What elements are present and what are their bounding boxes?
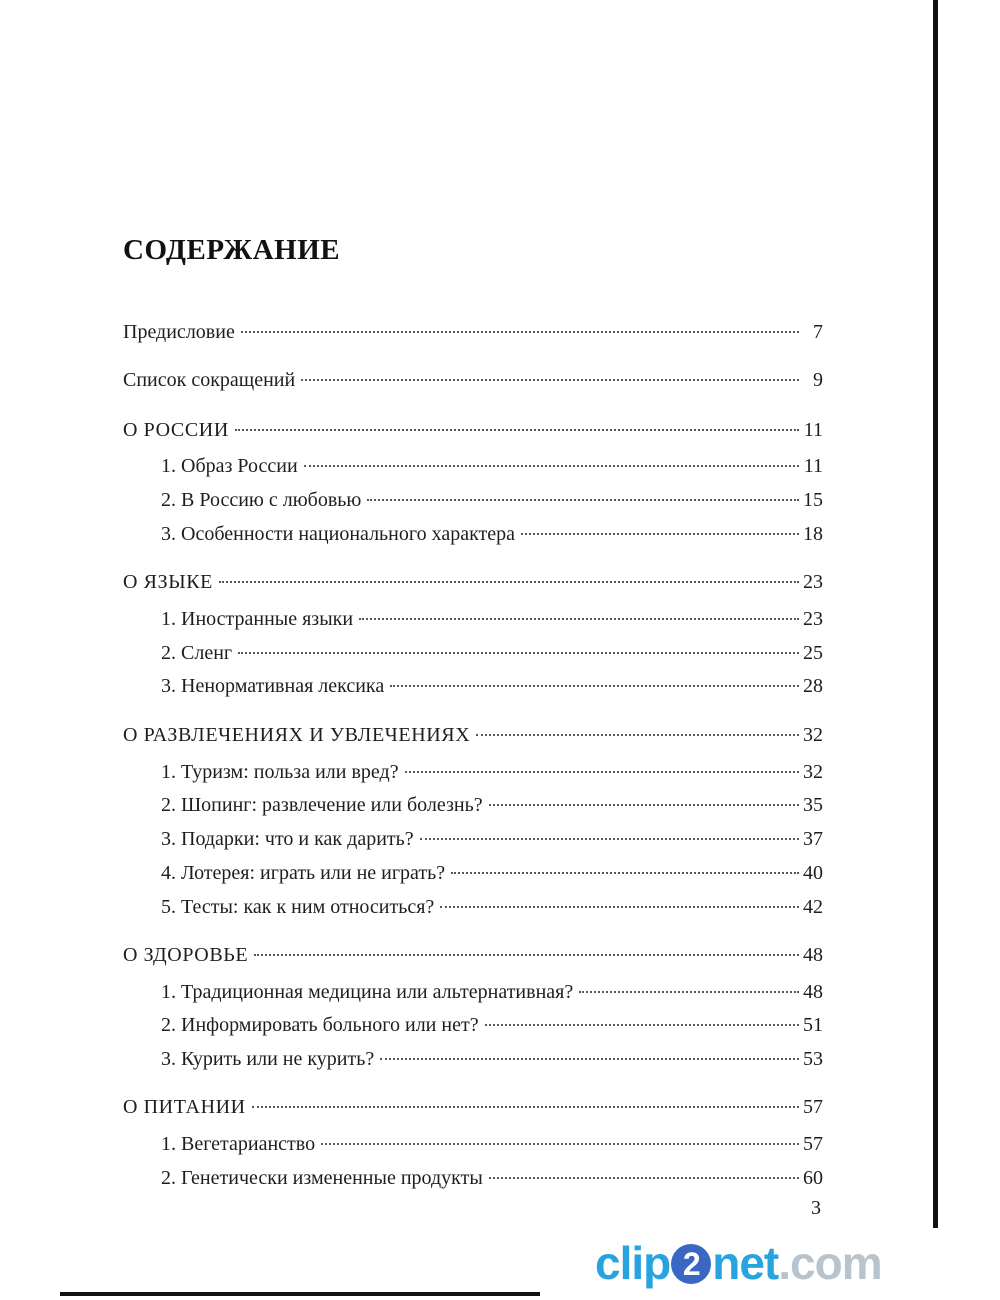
dot-leader (451, 872, 799, 874)
toc-section-label: О ЗДОРОВЬЕ (123, 944, 249, 966)
toc-entry-label: Предисловие (123, 321, 235, 343)
page-edge-rule (933, 0, 938, 1228)
dot-leader (489, 1177, 799, 1179)
toc-subentry-label: 2. Информировать больного или нет? (161, 1014, 479, 1036)
toc-section-nutrition (123, 1094, 823, 1120)
toc-subentry-page: 23 (803, 608, 823, 630)
watermark-part: clip (595, 1237, 671, 1289)
toc-subentry (161, 894, 823, 920)
toc-entry-label: Список сокращений (123, 369, 296, 391)
toc-subentry-label: 1. Вегетарианство (161, 1133, 316, 1155)
dot-leader (219, 581, 799, 583)
toc-subentry-page: 28 (803, 675, 823, 697)
toc-subentry (161, 487, 823, 513)
dot-leader (405, 771, 799, 773)
dot-leader (241, 331, 799, 333)
watermark-domain: .com (778, 1237, 882, 1289)
dot-leader (440, 906, 799, 908)
page-number: 3 (811, 1197, 821, 1219)
dot-leader (485, 1024, 799, 1026)
toc-entry-page: 9 (813, 369, 823, 391)
toc-entry-page: 7 (813, 321, 823, 343)
toc-subentry (161, 606, 823, 632)
toc-subentry-page: 25 (803, 642, 823, 664)
dot-leader (489, 804, 799, 806)
toc-subentry (161, 1165, 823, 1191)
page-bottom-rule (60, 1292, 540, 1296)
toc-entry-abbreviations (123, 367, 823, 393)
toc-subentry-label: 2. Сленг (161, 642, 233, 664)
toc-subentry-label: 1. Образ России (161, 455, 298, 477)
toc-subentry (161, 860, 823, 886)
toc-subentry-page: 53 (803, 1048, 823, 1070)
toc-section-language (123, 569, 823, 595)
toc-subentry-label: 3. Ненормативная лексика (161, 675, 385, 697)
dot-leader (420, 838, 799, 840)
toc-subentry-page: 32 (803, 761, 823, 783)
toc-subentry (161, 826, 823, 852)
dot-leader (321, 1143, 799, 1145)
toc-subentry-page: 42 (803, 896, 823, 918)
toc-subentry-page: 15 (803, 489, 823, 511)
dot-leader (521, 533, 799, 535)
dot-leader (367, 499, 799, 501)
dot-leader (252, 1106, 799, 1108)
toc-subentry-page: 51 (803, 1014, 823, 1036)
dot-leader (301, 379, 799, 381)
toc-section-russia (123, 417, 823, 443)
toc-section-page: 11 (803, 419, 823, 441)
toc-subentry-label: 3. Подарки: что и как дарить? (161, 828, 414, 850)
watermark-circle-two: 2 (671, 1244, 711, 1284)
clip2net-watermark (595, 1236, 882, 1290)
toc-section-label: О ЯЗЫКЕ (123, 571, 214, 593)
table-of-contents (123, 0, 823, 1230)
toc-subentry (161, 979, 823, 1005)
toc-subentry-label: 4. Лотерея: играть или не играть? (161, 862, 446, 884)
toc-subentry-page: 37 (803, 828, 823, 850)
toc-section-label: О РОССИИ (123, 419, 229, 441)
toc-section-page: 32 (803, 724, 823, 746)
dot-leader (579, 991, 799, 993)
toc-subentry-label: 2. В Россию с любовью (161, 489, 362, 511)
toc-entry-preface (123, 319, 823, 345)
toc-section-label: О ПИТАНИИ (123, 1096, 246, 1118)
toc-subentry-label: 3. Особенности национального характера (161, 523, 516, 545)
toc-subentry (161, 453, 823, 479)
toc-subentry (161, 759, 823, 785)
toc-subentry-label: 2. Шопинг: развлечение или болезнь? (161, 794, 483, 816)
toc-subentry (161, 673, 823, 699)
dot-leader (380, 1058, 799, 1060)
toc-subentry (161, 792, 823, 818)
toc-subentry-label: 1. Иностранные языки (161, 608, 354, 630)
dot-leader (476, 734, 799, 736)
toc-subentry-page: 60 (803, 1167, 823, 1189)
toc-section-label: О РАЗВЛЕЧЕНИЯХ И УВЛЕЧЕНИЯХ (123, 724, 471, 746)
toc-subentry-page: 35 (803, 794, 823, 816)
toc-subentry-label: 1. Традиционная медицина или альтернативная? (161, 981, 574, 1003)
toc-subentry-label: 1. Туризм: польза или вред? (161, 761, 399, 783)
toc-subentry (161, 1012, 823, 1038)
dot-leader (304, 465, 799, 467)
toc-section-page: 48 (803, 944, 823, 966)
toc-subentry-page: 11 (803, 455, 823, 477)
toc-subentry-page: 48 (803, 981, 823, 1003)
toc-subentry-label: 3. Курить или не курить? (161, 1048, 375, 1070)
toc-subentry-label: 2. Генетически измененные продукты (161, 1167, 483, 1189)
toc-subentry (161, 640, 823, 666)
toc-subentry-page: 40 (803, 862, 823, 884)
toc-subentry (161, 1131, 823, 1157)
dot-leader (238, 652, 799, 654)
toc-subentry-page: 57 (803, 1133, 823, 1155)
dot-leader (254, 954, 799, 956)
toc-subentry-page: 18 (803, 523, 823, 545)
watermark-part: net (712, 1237, 779, 1289)
dot-leader (235, 429, 799, 431)
toc-subentry (161, 521, 823, 547)
toc-section-health (123, 942, 823, 968)
toc-subentry (161, 1046, 823, 1072)
toc-section-page: 57 (803, 1096, 823, 1118)
toc-section-page: 23 (803, 571, 823, 593)
page-title: СОДЕРЖАНИЕ (123, 234, 341, 266)
toc-subentry-label: 5. Тесты: как к ним относиться? (161, 896, 435, 918)
dot-leader (390, 685, 799, 687)
toc-section-entertainment (123, 722, 823, 748)
dot-leader (359, 618, 799, 620)
